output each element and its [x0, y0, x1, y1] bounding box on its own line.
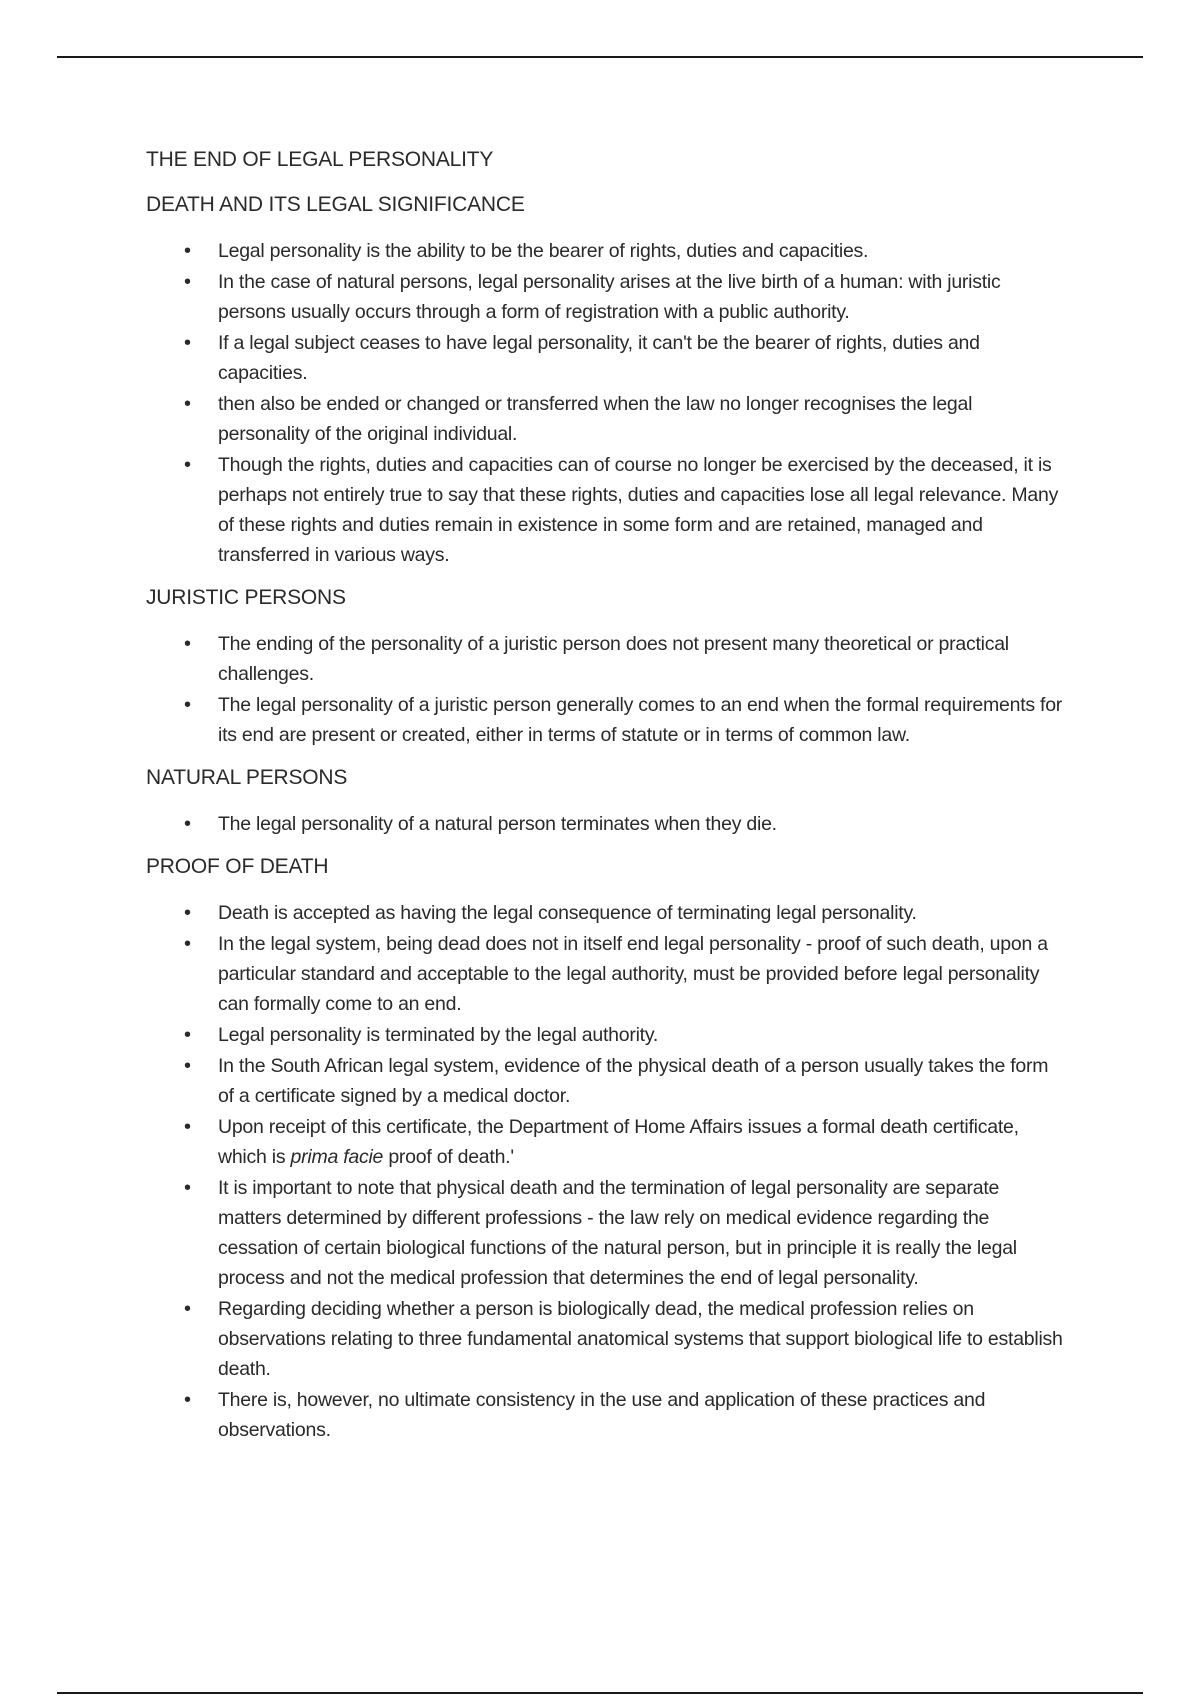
italic-term: prima facie: [290, 1146, 384, 1168]
list-item: • If a legal subject ceases to have legal personality, it can't be the bearer of rights, duties and capacities.: [146, 328, 1066, 388]
bullet-icon: •: [184, 694, 191, 716]
list-item: • The ending of the personality of a juristic person does not present many theoretical or practical challenges.: [146, 629, 1066, 689]
bullet-icon: •: [184, 1177, 191, 1199]
list-item: • The legal personality of a natural person terminates when they die.: [146, 809, 1066, 839]
bottom-rule: [57, 1692, 1143, 1694]
section-heading: DEATH AND ITS LEGAL SIGNIFICANCE: [146, 193, 525, 216]
list-item: • There is, however, no ultimate consistency in the use and application of these practices and observations.: [146, 1385, 1066, 1445]
top-rule: [57, 56, 1143, 58]
bullet-icon: •: [184, 1389, 191, 1411]
bullet-icon: •: [184, 1116, 191, 1138]
section-heading: PROOF OF DEATH: [146, 855, 329, 878]
bullet-list: [146, 629, 1066, 750]
list-item: • then also be ended or changed or transferred when the law no longer recognises the legal personality of the original individual.: [146, 389, 1066, 449]
bullet-list: [146, 236, 1066, 570]
list-item: • In the legal system, being dead does not in itself end legal personality - proof of such death, upon a particular standard and acceptable to the legal authority, must be provided before legal personality can formally come to an end.: [146, 929, 1066, 1019]
bullet-icon: •: [184, 1024, 191, 1046]
list-item: • Though the rights, duties and capacities can of course no longer be exercised by the deceased, it is perhaps not entirely true to say that these rights, duties and capacities lose all legal relevance. Many of these rights and duties remain in existence in some form and are retained, managed and transferred in various ways.: [146, 450, 1066, 570]
list-item: • Upon receipt of this certificate, the Department of Home Affairs issues a formal death certificate, which is prima facie proof of death.': [146, 1112, 1066, 1172]
list-item: • Regarding deciding whether a person is biologically dead, the medical profession relies on observations relating to three fundamental anatomical systems that support biological life to establish death.: [146, 1294, 1066, 1384]
bullet-list: [146, 898, 1066, 1445]
bullet-icon: •: [184, 332, 191, 354]
list-item: • It is important to note that physical death and the termination of legal personality are separate matters determined by different professions - the law rely on medical evidence regarding the cessation of certain biological functions of the natural person, but in principle it is really the legal process and not the medical profession that determines the end of legal personality.: [146, 1173, 1066, 1293]
document-title: THE END OF LEGAL PERSONALITY: [146, 148, 494, 171]
document-body: [146, 146, 1066, 1459]
bullet-icon: •: [184, 240, 191, 262]
list-item: • Death is accepted as having the legal consequence of terminating legal personality.: [146, 898, 1066, 928]
list-item: • The legal personality of a juristic person generally comes to an end when the formal requirements for its end are present or created, either in terms of statute or in terms of common law.: [146, 690, 1066, 750]
list-item: • Legal personality is the ability to be the bearer of rights, duties and capacities.: [146, 236, 1066, 266]
section-heading: JURISTIC PERSONS: [146, 586, 346, 609]
list-item: • Legal personality is terminated by the legal authority.: [146, 1020, 1066, 1050]
list-item: • In the case of natural persons, legal personality arises at the live birth of a human: with juristic persons usually occurs through a form of registration with a public authority.: [146, 267, 1066, 327]
bullet-list: [146, 809, 1066, 839]
bullet-icon: •: [184, 902, 191, 924]
list-item: • In the South African legal system, evidence of the physical death of a person usually takes the form of a certificate signed by a medical doctor.: [146, 1051, 1066, 1111]
bullet-icon: •: [184, 813, 191, 835]
bullet-icon: •: [184, 633, 191, 655]
bullet-icon: •: [184, 1298, 191, 1320]
bullet-icon: •: [184, 1055, 191, 1077]
section-heading: NATURAL PERSONS: [146, 766, 348, 789]
bullet-icon: •: [184, 271, 191, 293]
bullet-icon: •: [184, 393, 191, 415]
bullet-icon: •: [184, 933, 191, 955]
bullet-icon: •: [184, 454, 191, 476]
